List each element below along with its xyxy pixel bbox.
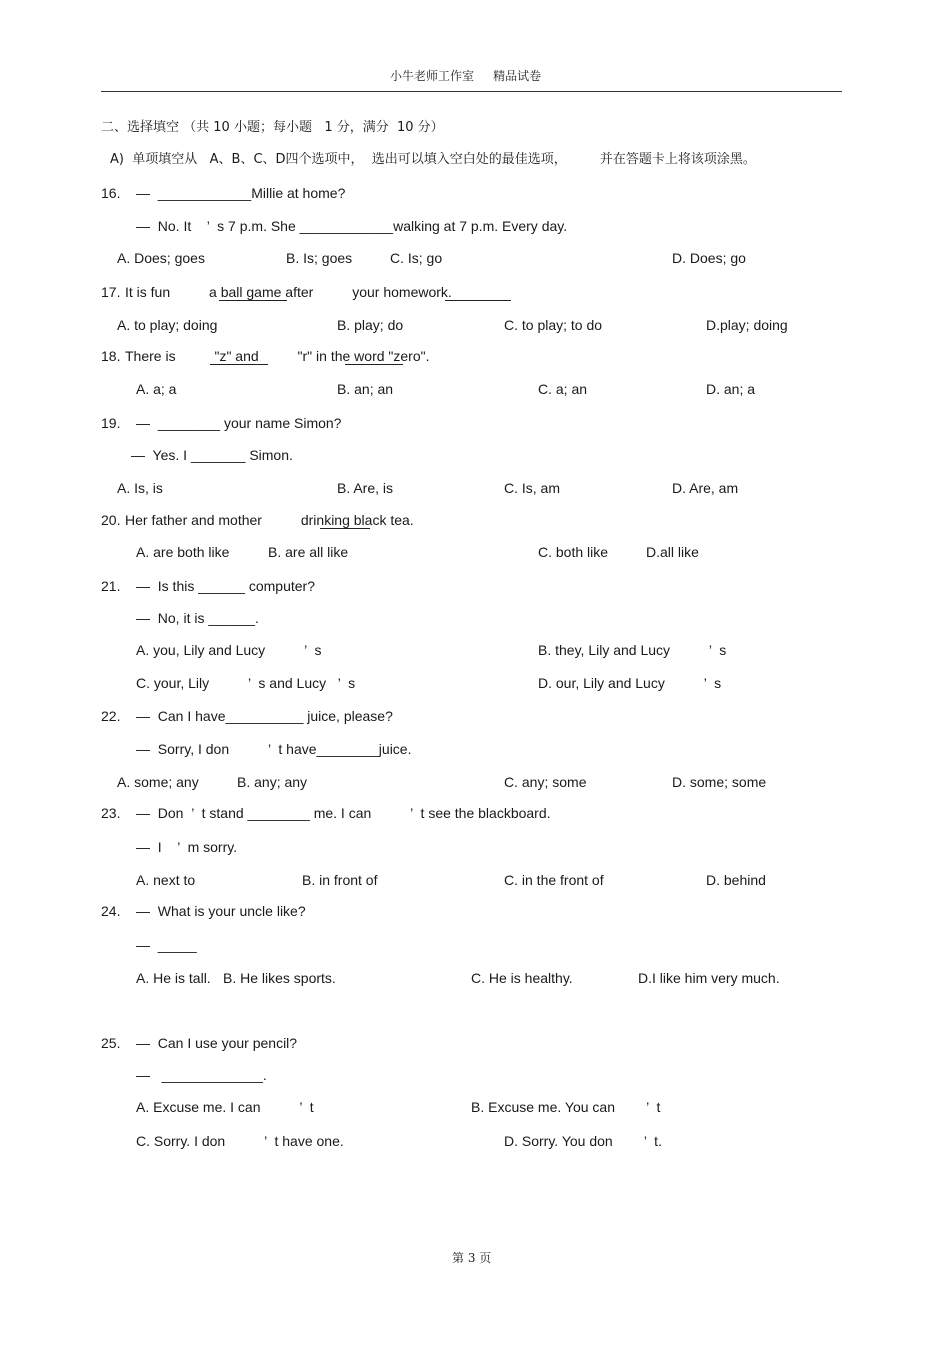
option-b: B. play; do — [337, 317, 404, 333]
question-number: 25. — [101, 1035, 121, 1051]
question-line: — Can I have__________ juice, please? — [136, 708, 393, 724]
page-header: 小牛老师工作室 精品试卷 — [390, 69, 542, 83]
option-d: D.I like him very much. — [638, 970, 780, 986]
question-number: 17. — [101, 284, 121, 300]
question-line: — Is this ______ computer? — [136, 578, 315, 594]
option-d: D. some; some — [672, 774, 767, 790]
option-b: B. an; an — [337, 381, 394, 397]
option-d: D. our, Lily and Lucy ’ s — [538, 675, 722, 691]
option-c: C. Sorry. I don ’ t have one. — [136, 1133, 344, 1149]
question-line: — I ’ m sorry. — [136, 839, 238, 855]
question-line: It is fun a ball game after your homework. — [125, 284, 452, 300]
option-a: A. next to — [136, 872, 196, 888]
question-line: — Don ’ t stand ________ me. I can ’ t see the blackboard. — [136, 805, 551, 821]
option-a: A. some; any — [117, 774, 199, 790]
option-d: D. behind — [706, 872, 766, 888]
option-c: C. He is healthy. — [471, 970, 573, 986]
question-line: There is "z" and "r" in the word "zero". — [125, 348, 430, 364]
question-number: 20. — [101, 512, 121, 528]
question-line: — No. It ’ s 7 p.m. She ____________walking at 7 p.m. Every day. — [136, 218, 568, 234]
section-title: 二、选择填空 （共 10 小题；每小题 1 分，满分 10 分） — [101, 120, 444, 135]
option-c: C. Is; go — [390, 250, 443, 266]
question-number: 16. — [101, 185, 121, 201]
blank-underline — [210, 364, 268, 365]
section-instruction: A) 单项填空从 A、B、C、D四个选项中， 选出可以填入空白处的最佳选项， 并在答题卡上将该项涂黑。 — [110, 152, 756, 167]
option-a: A. Is, is — [117, 480, 163, 496]
question-number: 22. — [101, 708, 121, 724]
option-b: B. they, Lily and Lucy ’ s — [538, 642, 727, 658]
question-number: 23. — [101, 805, 121, 821]
option-c: C. Is, am — [504, 480, 561, 496]
option-d: D. an; a — [706, 381, 756, 397]
question-number: 19. — [101, 415, 121, 431]
option-b: B. in front of — [302, 872, 378, 888]
header-rule — [101, 91, 842, 92]
question-line: — No, it is ______. — [136, 610, 259, 626]
blank-underline — [219, 300, 287, 301]
option-a: A. He is tall. — [136, 970, 211, 986]
blank-underline — [445, 300, 511, 301]
blank-underline — [345, 364, 403, 365]
question-line: — ____________Millie at home? — [136, 185, 346, 201]
option-d: D.play; doing — [706, 317, 788, 333]
option-b: B. Are, is — [337, 480, 394, 496]
option-c: C. your, Lily ’ s and Lucy ’ s — [136, 675, 356, 691]
option-d: D.all like — [646, 544, 699, 560]
question-line: — ________ your name Simon? — [136, 415, 342, 431]
question-number: 18. — [101, 348, 121, 364]
question-line: — Yes. I _______ Simon. — [131, 447, 293, 463]
option-b: B. He likes sports. — [223, 970, 336, 986]
option-b: B. Excuse me. You can ’ t — [471, 1099, 661, 1115]
page-number: 第 3 页 — [452, 1251, 492, 1265]
option-b: B. are all like — [268, 544, 349, 560]
option-a: A. Does; goes — [117, 250, 205, 266]
question-line: — Can I use your pencil? — [136, 1035, 298, 1051]
blank-underline — [320, 528, 370, 529]
option-d: D. Are, am — [672, 480, 739, 496]
option-a: A. you, Lily and Lucy ’ s — [136, 642, 322, 658]
question-line: — _____ — [136, 937, 197, 953]
question-number: 24. — [101, 903, 121, 919]
option-d: D. Sorry. You don ’ t. — [504, 1133, 662, 1149]
option-a: A. are both like — [136, 544, 230, 560]
option-a: A. Excuse me. I can ’ t — [136, 1099, 314, 1115]
question-line: — Sorry, I don ’ t have________juice. — [136, 741, 412, 757]
question-number: 21. — [101, 578, 121, 594]
question-line: Her father and mother drinking black tea. — [125, 512, 414, 528]
question-line: — _____________. — [136, 1067, 267, 1083]
option-a: A. a; a — [136, 381, 177, 397]
option-c: C. to play; to do — [504, 317, 603, 333]
option-b: B. any; any — [237, 774, 308, 790]
question-line: — What is your uncle like? — [136, 903, 306, 919]
option-c: C. any; some — [504, 774, 587, 790]
option-b: B. Is; goes — [286, 250, 353, 266]
option-c: C. in the front of — [504, 872, 604, 888]
option-c: C. both like — [538, 544, 609, 560]
option-d: D. Does; go — [672, 250, 746, 266]
option-c: C. a; an — [538, 381, 588, 397]
option-a: A. to play; doing — [117, 317, 218, 333]
